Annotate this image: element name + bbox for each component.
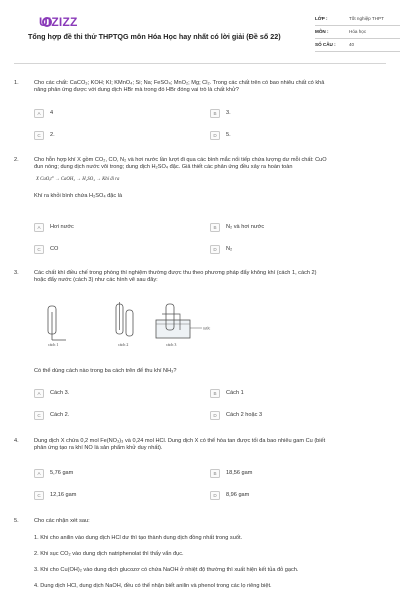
option-text: Cách 2.	[50, 412, 70, 418]
option-text: 2.	[50, 132, 55, 138]
question-number: 1.	[14, 80, 19, 86]
option-text: 4	[50, 110, 54, 116]
diagram-label: nước	[203, 326, 211, 331]
statement-4: 4. Dung dịch HCl, dung dịch NaOH, đều có thể nhận biết anilin và phenol trong các lọ riêng biệt.	[34, 582, 272, 589]
statement-1: 1. Khi cho anilin vào dung dịch HCl dư thì tạo thành dung dịch đồng nhất trong suốt.	[34, 534, 243, 541]
option-letter: B	[210, 389, 220, 398]
question-text	[34, 157, 386, 171]
option-c[interactable]	[34, 490, 210, 501]
worksheet-meta	[315, 13, 400, 52]
option-text: 12,16 gam	[50, 492, 77, 498]
question-line: Dung dịch X chứa 0,2 mol Fe(NO₃)₃ và 0,24 mol HCl. Dung dịch X có thể hòa tan được tối đa bao nhiêu gam Cu (biết	[34, 438, 326, 444]
diagram-label: cách 2	[118, 342, 129, 346]
meta-row-subject	[315, 26, 400, 39]
option-text: N₂	[226, 246, 233, 252]
option-letter: C	[34, 245, 44, 254]
question-line: hoặc đẩy nước (cách 3) như các hình vẽ sau đây:	[34, 276, 158, 283]
reaction-formula: X CuO,t° → CaOH₂ → H₂SO₄ → Khí đi ra	[36, 176, 120, 182]
gas-collection-diagram	[34, 300, 234, 346]
question-line: năng phản ứng được với dung dịch HBr mà trong đó HBr đóng vai trò là chất khử?	[34, 86, 239, 93]
option-letter: D	[210, 491, 220, 500]
option-b[interactable]	[210, 468, 386, 479]
logo-q-icon	[42, 17, 52, 27]
question-line: Cho các nhận xét sau:	[34, 518, 90, 524]
question-line: Các chất khí điều chế trong phòng thí nghiệm thường được thu theo phương pháp đẩy không khí (cách 1, cách 2)	[34, 270, 317, 276]
method-1-apparatus	[48, 306, 66, 340]
option-text: 3.	[226, 110, 231, 116]
diagram-label: cách 3	[166, 342, 177, 346]
question-5	[14, 518, 386, 590]
option-text: N₂ và hơi nước	[226, 224, 265, 230]
meta-value: 40	[349, 42, 355, 48]
question-2	[14, 157, 386, 252]
option-a[interactable]	[34, 388, 210, 399]
option-c[interactable]	[34, 410, 210, 421]
question-prompt: Có thể dùng cách nào trong ba cách trên để thu khí NH₃?	[34, 368, 177, 374]
option-letter: B	[210, 223, 220, 232]
question-text	[34, 518, 386, 525]
option-text: Cách 3.	[50, 390, 70, 396]
apparatus-drawing	[34, 300, 234, 346]
option-text: 5,76 gam	[50, 470, 74, 476]
option-c[interactable]	[34, 130, 210, 141]
option-text: 18,56 gam	[226, 470, 253, 476]
option-b[interactable]	[210, 222, 386, 233]
option-letter: A	[34, 389, 44, 398]
option-letter: C	[34, 491, 44, 500]
method-2-apparatus	[116, 302, 133, 336]
statement-3: 3. Khi cho Cu(OH)₂ vào dung dịch glucozơ có chứa NaOH ở nhiệt độ thường thì xuất hiện kết tủa đỏ gạch.	[34, 566, 299, 573]
option-letter: D	[210, 131, 220, 140]
option-a[interactable]	[34, 468, 210, 479]
option-text: Cách 1	[226, 390, 244, 396]
method-3-apparatus	[156, 304, 202, 338]
question-prompt: Khí ra khỏi bình chứa H₂SO₄ đặc là	[34, 192, 123, 199]
meta-row-count	[315, 39, 400, 52]
question-4	[14, 438, 386, 498]
option-a[interactable]	[34, 222, 210, 233]
option-letter: D	[210, 245, 220, 254]
option-letter: A	[34, 109, 44, 118]
quizizz-logo: UIZIZZ	[39, 15, 78, 29]
worksheet-title: Tổng hợp đề thi thử THPTQG môn Hóa Học hay nhất có lời giải (Đề số 22)	[28, 32, 281, 41]
worksheet-header	[14, 0, 386, 64]
option-letter: C	[34, 411, 44, 420]
question-line: Cho hỗn hợp khí X gồm CO₂, CO, N₂ và hơi nước lần lượt đi qua các bình mắc nối tiếp chứa lượng dư mỗi chất: CuO	[34, 157, 327, 163]
option-text: Cách 2 hoặc 3	[226, 412, 263, 418]
statement-2: 2. Khi sục CO₂ vào dung dịch natriphenolat thì thấy vẩn đục.	[34, 550, 184, 557]
question-line: Cho các chất: CaCO₃; KOH; KI; KMnO₄; Si; Na; FeSO₄; MnO₂; Mg; Cl₂. Trong các chất trên có bao nhiêu chất có khả	[34, 80, 325, 86]
option-a[interactable]	[34, 108, 210, 119]
meta-key: LỚP :	[315, 16, 328, 22]
question-line: đun nóng; dung dịch nước vôi trong; dung dịch H₂SO₄ đặc. Giả thiết các phản ứng đều xảy ra hoàn toàn	[34, 163, 293, 170]
question-number: 5.	[14, 518, 19, 524]
option-d[interactable]	[210, 410, 386, 421]
question-text	[34, 80, 386, 94]
option-letter: B	[210, 109, 220, 118]
question-number: 3.	[14, 270, 19, 276]
meta-key: SỐ CÂU :	[315, 42, 336, 48]
option-text: 5.	[226, 132, 231, 138]
question-number: 4.	[14, 438, 19, 444]
option-letter: A	[34, 469, 44, 478]
option-d[interactable]	[210, 130, 386, 141]
option-letter: C	[34, 131, 44, 140]
question-number: 2.	[14, 157, 19, 163]
option-d[interactable]	[210, 244, 386, 255]
meta-key: MÔN :	[315, 29, 329, 35]
option-b[interactable]	[210, 388, 386, 399]
option-c[interactable]	[34, 244, 210, 255]
meta-row-class	[315, 13, 400, 26]
question-text	[34, 438, 386, 452]
question-line: phản ứng tạo ra khí NO là sản phẩm khử duy nhất).	[34, 444, 163, 451]
question-1	[14, 80, 386, 138]
meta-value: Hóa học	[349, 29, 367, 35]
option-text: Hơi nước	[50, 224, 74, 230]
option-text: 8,96 gam	[226, 492, 250, 498]
option-letter: D	[210, 411, 220, 420]
meta-value: Tốt nghiệp THPT	[349, 16, 384, 22]
option-letter: A	[34, 223, 44, 232]
diagram-label: cách 1	[48, 342, 59, 346]
question-text	[34, 270, 386, 284]
question-3	[14, 270, 386, 418]
option-b[interactable]	[210, 108, 386, 119]
option-d[interactable]	[210, 490, 386, 501]
option-letter: B	[210, 469, 220, 478]
option-text: CO	[50, 246, 59, 252]
